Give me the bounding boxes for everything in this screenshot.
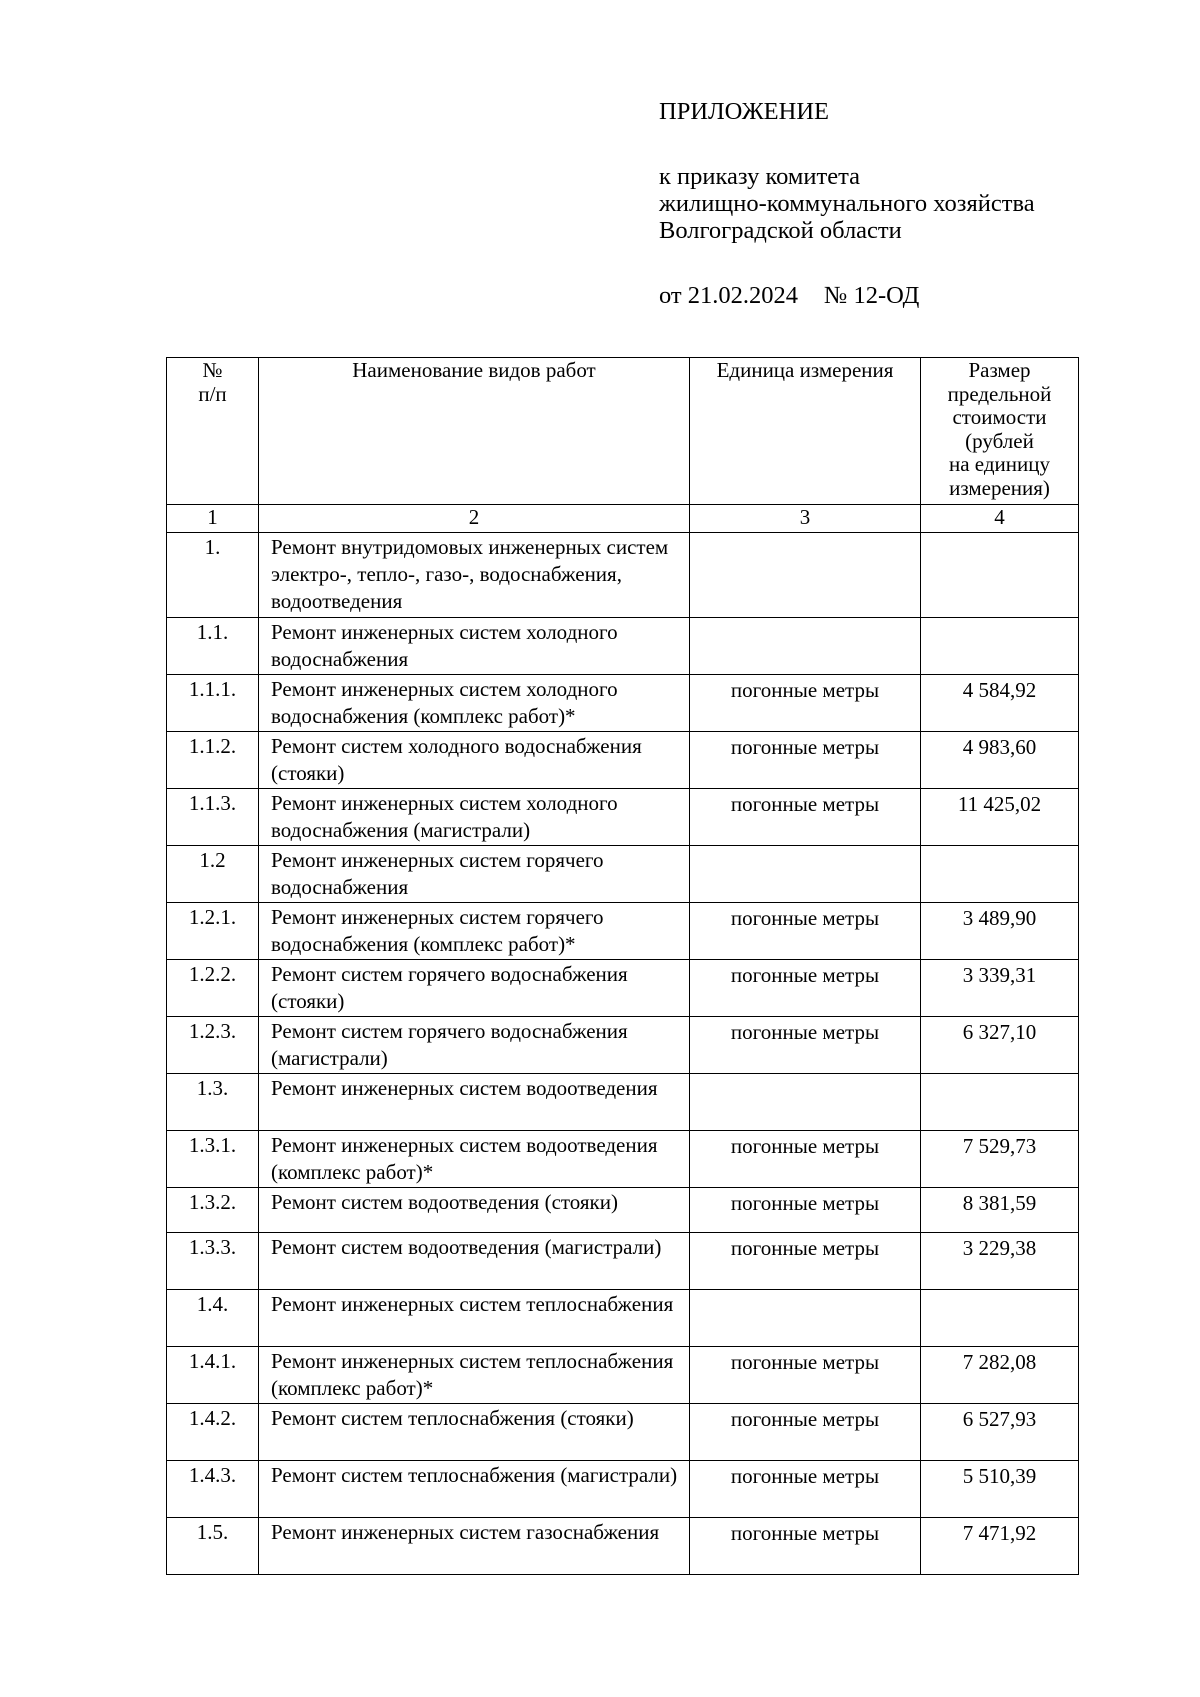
table-row — [167, 1461, 1079, 1518]
row-number: 1.2.1. — [167, 903, 259, 960]
table-row — [167, 1518, 1079, 1575]
row-work-name: Ремонт инженерных систем теплоснабжения — [259, 1290, 690, 1347]
row-price: 11 425,02 — [921, 789, 1079, 846]
table-row — [167, 1347, 1079, 1404]
row-unit: погонные метры — [690, 1017, 921, 1074]
row-price: 8 381,59 — [921, 1188, 1079, 1233]
row-unit: погонные метры — [690, 1188, 921, 1233]
order-reference-line-1: к приказу комитета — [659, 163, 860, 190]
row-work-name: Ремонт инженерных систем горячего водоснабжения (комплекс работ)* — [259, 903, 690, 960]
order-number: № 12-ОД — [824, 282, 920, 309]
row-price — [921, 618, 1079, 675]
row-unit: погонные метры — [690, 1131, 921, 1188]
table-row — [167, 1131, 1079, 1188]
row-number: 1.4. — [167, 1290, 259, 1347]
row-number: 1.2.2. — [167, 960, 259, 1017]
table-row — [167, 1074, 1079, 1131]
table-row — [167, 789, 1079, 846]
row-price — [921, 1074, 1079, 1131]
order-reference — [659, 163, 1035, 244]
table-row — [167, 960, 1079, 1017]
column-index-row — [167, 505, 1079, 533]
row-work-name: Ремонт систем водоотведения (стояки) — [259, 1188, 690, 1233]
row-unit: погонные метры — [690, 1347, 921, 1404]
row-number: 1.1. — [167, 618, 259, 675]
order-date: от 21.02.2024 — [659, 282, 799, 309]
table-row — [167, 675, 1079, 732]
order-date-number — [659, 282, 1035, 309]
row-number: 1.1.1. — [167, 675, 259, 732]
row-work-name: Ремонт инженерных систем теплоснабжения (комплекс работ)* — [259, 1347, 690, 1404]
row-work-name: Ремонт систем теплоснабжения (магистрали) — [259, 1461, 690, 1518]
row-number: 1.5. — [167, 1518, 259, 1575]
row-unit — [690, 533, 921, 618]
row-work-name: Ремонт инженерных систем водоотведения (комплекс работ)* — [259, 1131, 690, 1188]
table-row — [167, 533, 1079, 618]
row-price: 6 527,93 — [921, 1404, 1079, 1461]
table-row — [167, 1290, 1079, 1347]
row-work-name: Ремонт систем горячего водоснабжения (магистрали) — [259, 1017, 690, 1074]
row-price: 7 282,08 — [921, 1347, 1079, 1404]
row-price: 7 471,92 — [921, 1518, 1079, 1575]
row-unit — [690, 1074, 921, 1131]
column-index-4: 4 — [921, 505, 1079, 533]
row-price: 3 339,31 — [921, 960, 1079, 1017]
row-number: 1.3.2. — [167, 1188, 259, 1233]
row-price — [921, 1290, 1079, 1347]
row-number: 1.3. — [167, 1074, 259, 1131]
row-number: 1. — [167, 533, 259, 618]
appendix-title: ПРИЛОЖЕНИЕ — [659, 98, 829, 125]
row-number: 1.4.2. — [167, 1404, 259, 1461]
table-row — [167, 1233, 1079, 1290]
row-unit: погонные метры — [690, 789, 921, 846]
row-number: 1.4.1. — [167, 1347, 259, 1404]
row-unit: погонные метры — [690, 1233, 921, 1290]
row-number: 1.2 — [167, 846, 259, 903]
order-reference-line-3: Волгоградской области — [659, 217, 902, 244]
row-price: 4 983,60 — [921, 732, 1079, 789]
row-work-name: Ремонт систем водоотведения (магистрали) — [259, 1233, 690, 1290]
row-number: 1.3.1. — [167, 1131, 259, 1188]
row-price: 6 327,10 — [921, 1017, 1079, 1074]
row-unit: погонные метры — [690, 960, 921, 1017]
row-price — [921, 846, 1079, 903]
row-work-name: Ремонт инженерных систем водоотведения — [259, 1074, 690, 1131]
row-work-name: Ремонт инженерных систем газоснабжения — [259, 1518, 690, 1575]
row-unit: погонные метры — [690, 1461, 921, 1518]
row-number: 1.1.2. — [167, 732, 259, 789]
table-row — [167, 1404, 1079, 1461]
row-work-name: Ремонт систем теплоснабжения (стояки) — [259, 1404, 690, 1461]
column-index-3: 3 — [690, 505, 921, 533]
header-price: Размер предельной стоимости (рублей на единицу измерения) — [921, 358, 1079, 505]
row-unit: погонные метры — [690, 675, 921, 732]
row-number: 1.4.3. — [167, 1461, 259, 1518]
row-work-name: Ремонт систем горячего водоснабжения (стояки) — [259, 960, 690, 1017]
row-unit — [690, 618, 921, 675]
row-work-name: Ремонт инженерных систем холодного водоснабжения — [259, 618, 690, 675]
column-index-1: 1 — [167, 505, 259, 533]
row-price — [921, 533, 1079, 618]
table-row — [167, 618, 1079, 675]
row-number: 1.1.3. — [167, 789, 259, 846]
row-unit: погонные метры — [690, 903, 921, 960]
row-price: 3 229,38 — [921, 1233, 1079, 1290]
table-row — [167, 732, 1079, 789]
row-unit: погонные метры — [690, 1518, 921, 1575]
table-row — [167, 846, 1079, 903]
row-number: 1.3.3. — [167, 1233, 259, 1290]
table-row — [167, 903, 1079, 960]
row-work-name: Ремонт систем холодного водоснабжения (стояки) — [259, 732, 690, 789]
column-index-2: 2 — [259, 505, 690, 533]
table-row — [167, 1188, 1079, 1233]
row-unit — [690, 1290, 921, 1347]
header-unit: Единица измерения — [690, 358, 921, 505]
header-number: № п/п — [167, 358, 259, 505]
row-work-name: Ремонт инженерных систем холодного водоснабжения (магистрали) — [259, 789, 690, 846]
row-price: 5 510,39 — [921, 1461, 1079, 1518]
price-table — [166, 357, 1079, 1575]
row-unit: погонные метры — [690, 1404, 921, 1461]
order-reference-line-2: жилищно-коммунального хозяйства — [659, 190, 1035, 217]
table-row — [167, 1017, 1079, 1074]
header-work-name: Наименование видов работ — [259, 358, 690, 505]
row-number: 1.2.3. — [167, 1017, 259, 1074]
document-header — [659, 98, 1035, 309]
row-unit — [690, 846, 921, 903]
row-work-name: Ремонт инженерных систем горячего водоснабжения — [259, 846, 690, 903]
row-work-name: Ремонт внутридомовых инженерных систем электро-, тепло-, газо-, водоснабжения, водоотведения — [259, 533, 690, 618]
row-unit: погонные метры — [690, 732, 921, 789]
row-price: 4 584,92 — [921, 675, 1079, 732]
row-price: 3 489,90 — [921, 903, 1079, 960]
row-work-name: Ремонт инженерных систем холодного водоснабжения (комплекс работ)* — [259, 675, 690, 732]
table-header-row — [167, 358, 1079, 505]
row-price: 7 529,73 — [921, 1131, 1079, 1188]
